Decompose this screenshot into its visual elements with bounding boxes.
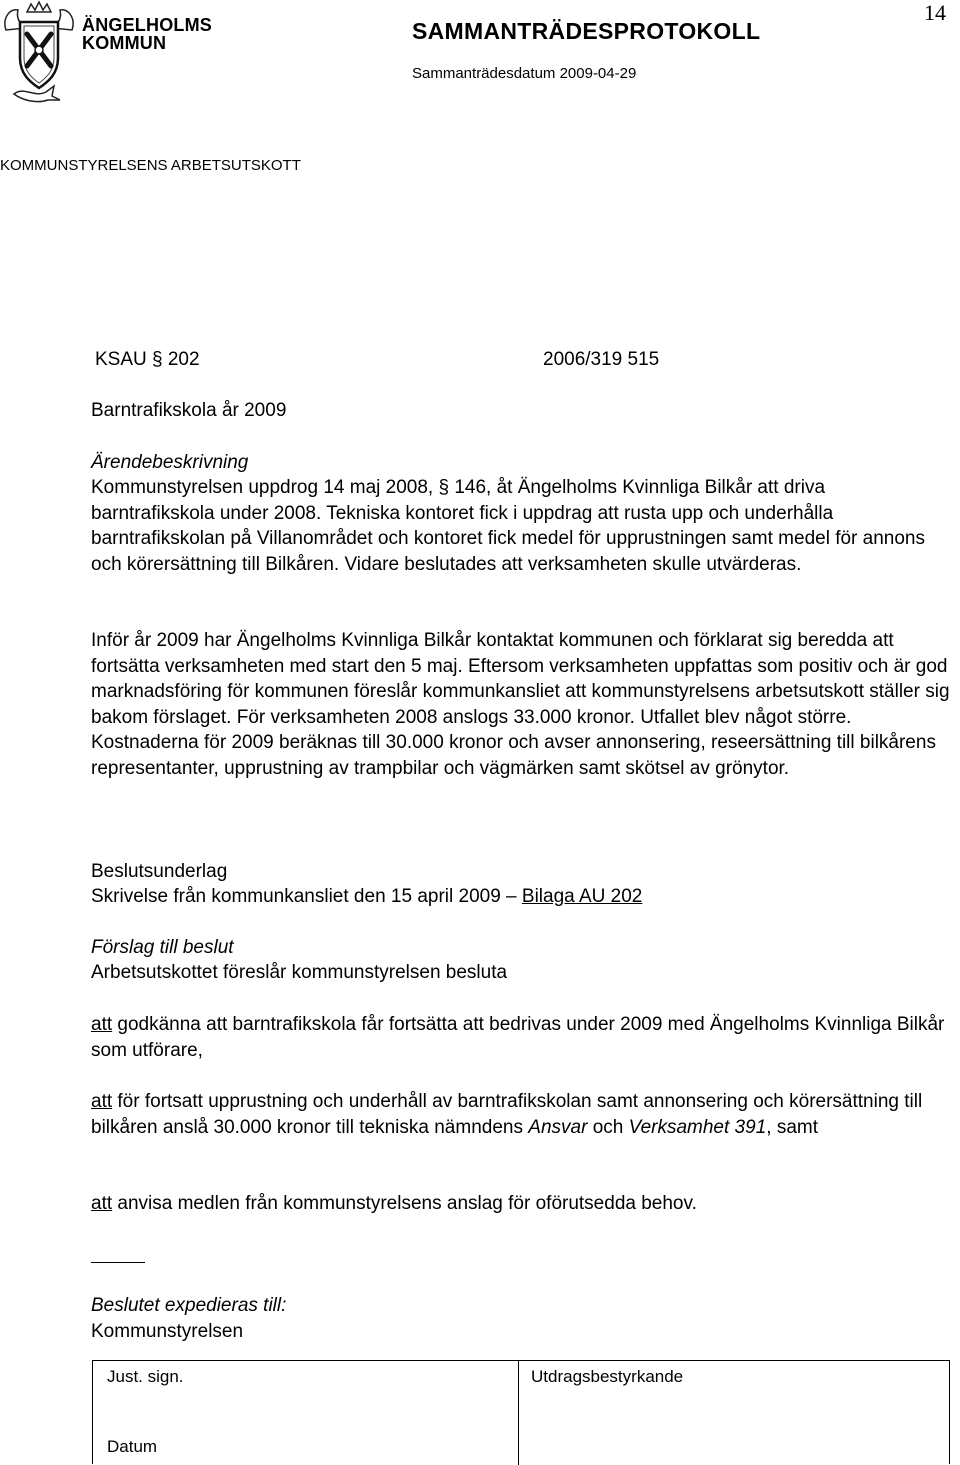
logo-line-2: KOMMUN: [82, 33, 167, 53]
crest-icon: [0, 0, 78, 106]
case-title: Barntrafikskola år 2009: [91, 400, 287, 421]
attachment-link[interactable]: Bilaga AU 202: [521, 886, 643, 907]
signature-cell-right: [519, 1361, 949, 1465]
basis-text: [91, 884, 951, 910]
extract-certification-label: Utdragsbestyrkande: [531, 1367, 684, 1386]
diary-number: 2006/319 515: [543, 349, 660, 370]
municipality-crest-logo: [0, 0, 78, 106]
dispatch-recipient: Kommunstyrelsen: [91, 1321, 244, 1342]
proposal-intro: Arbetsutskottet föreslår kommunstyrelsen besluta: [91, 962, 508, 983]
meeting-date: Sammanträdesdatum 2009-04-29: [412, 65, 637, 82]
decision-item-2: [91, 1089, 951, 1140]
och-word: och: [592, 1116, 624, 1138]
description-heading: Ärendebeskrivning: [91, 452, 249, 473]
ansvar-term: Ansvar: [528, 1116, 588, 1138]
page-number: 14: [924, 0, 946, 25]
decision-item-1: [91, 1012, 951, 1063]
basis-heading: Beslutsunderlag: [91, 861, 228, 882]
att-keyword: att: [91, 1193, 113, 1214]
just-sign-label: Just. sign.: [107, 1367, 184, 1386]
separator-line: [91, 1262, 145, 1263]
committee-name: KOMMUNSTYRELSENS ARBETSUTSKOTT: [0, 157, 301, 174]
decision-item-2-tail: , samt: [766, 1116, 818, 1138]
date-label: Datum: [107, 1437, 158, 1456]
att-keyword: att: [91, 1091, 113, 1112]
dispatch-heading: Beslutet expedieras till:: [91, 1295, 287, 1316]
decision-item-3: [91, 1191, 951, 1217]
decision-item-3-text: anvisa medlen från kommunstyrelsens anslag för oförutsedda behov.: [117, 1193, 697, 1214]
verksamhet-term: Verksamhet 391: [628, 1116, 767, 1138]
att-keyword: att: [91, 1014, 113, 1035]
municipality-name: [82, 16, 212, 52]
decision-item-1-text: godkänna att barntrafikskola får fortsätta att bedrivas under 2009 med Ängelholms Kvinnliga Bilkår som utförare,: [91, 1014, 945, 1061]
signature-cell-left: [93, 1361, 519, 1465]
basis-description: Skrivelse från kommunkansliet den 15 april 2009 –: [91, 886, 517, 907]
description-paragraph-2: Inför år 2009 har Ängelholms Kvinnliga Bilkår kontaktat kommunen och förklarat sig beredda att fortsätta verksamheten med start den 5 maj. Eftersom verksamheten uppfattas som positiv och är god marknadsföring för kommunen föreslår kommunkansliet att kommunstyrelsens arbetsutskott ställer sig bakom förslaget. För verksamheten 2008 anslogs 33.000 kronor. Utfallet blev något större. Kostnaderna för 2009 beräknas till 30.000 kronor och avser annonsering, reseersättning till bilkårens representanter, upprustning av trampbilar och vägmärken samt skötsel av grönytor.: [91, 630, 950, 779]
logo-line-1: ÄNGELHOLMS: [82, 15, 212, 35]
signature-table: [92, 1360, 950, 1464]
document-title: SAMMANTRÄDESPROTOKOLL: [412, 18, 761, 44]
paragraph-number: KSAU § 202: [95, 349, 200, 370]
proposal-heading: Förslag till beslut: [91, 937, 234, 958]
description-paragraph-1: Kommunstyrelsen uppdrog 14 maj 2008, § 146, åt Ängelholms Kvinnliga Bilkår att driva barntrafikskola under 2008. Tekniska kontoret fick i uppdrag att rusta upp och underhålla barntrafikskolan på Villanområdet och kontoret fick medel för upprustningen samt medel för annons och körersättning till Bilkåren. Vidare beslutades att verksamheten skulle utvärderas.: [91, 477, 925, 575]
decision-item-2-text: för fortsatt upprustning och underhåll av barntrafikskolan samt annonsering och körersättning till bilkåren anslå 30.000 kronor till tekniska nämndens: [91, 1091, 923, 1138]
case-reference: [91, 347, 951, 373]
